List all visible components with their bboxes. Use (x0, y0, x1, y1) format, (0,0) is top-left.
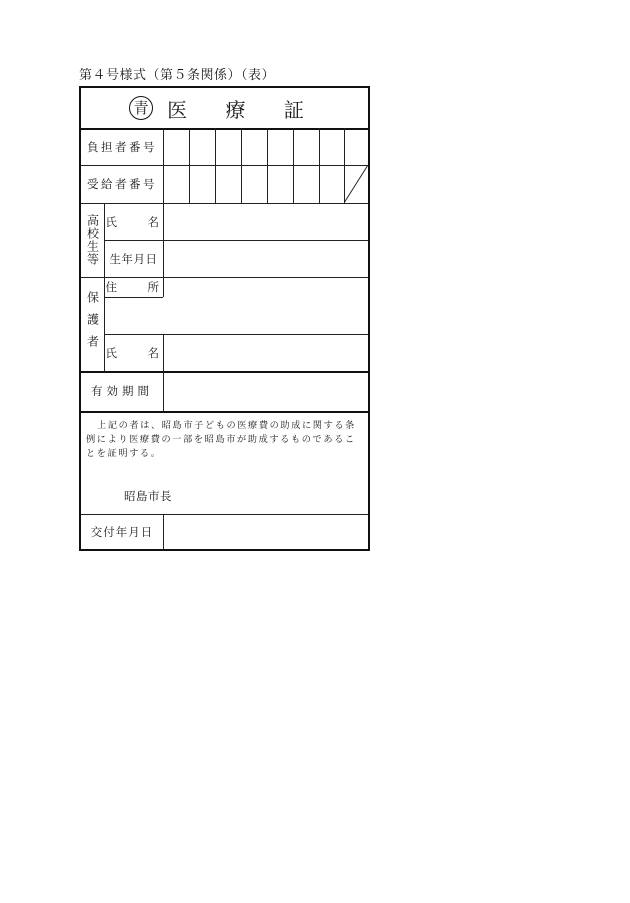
certificate-title-text: 医 療 証 (167, 97, 320, 122)
validity-period-label: 有効期間 (91, 384, 153, 398)
guardian-group-label (81, 277, 104, 371)
divider (104, 297, 163, 298)
digit-cell-divider (267, 165, 268, 203)
divider (163, 277, 164, 297)
digit-cell-divider (189, 165, 190, 203)
student-group-label-text: 高校生等 (85, 214, 100, 266)
divider (163, 334, 164, 371)
digit-cell-divider (267, 128, 268, 165)
digit-cell-divider (344, 128, 345, 165)
digit-cell-divider (241, 128, 242, 165)
divider (163, 203, 164, 277)
digit-cell-divider (215, 165, 216, 203)
digit-cell-divider (319, 128, 320, 165)
divider (163, 514, 164, 549)
certification-notice: 上記の者は、昭島市子どもの医療費の助成に関する条例により医療費の一部を昭島市が助成するものであることを証明する。 (86, 420, 356, 459)
digit-cell-divider (189, 128, 190, 165)
certificate-title (81, 88, 368, 128)
guardian-name-label: 氏 名 (105, 345, 162, 360)
digit-cell-divider (241, 165, 242, 203)
payer-number-label: 負担者番号 (87, 139, 157, 154)
divider (81, 411, 368, 413)
guardian-group-label-text: 保護者 (85, 291, 100, 357)
guardian-address-label: 住 所 (105, 280, 162, 294)
digit-cell-divider (293, 165, 294, 203)
student-group-label (81, 203, 104, 277)
divider (163, 371, 164, 411)
digit-cell-divider (319, 165, 320, 203)
medical-certificate-card (79, 86, 370, 551)
issue-date-label: 交付年月日 (90, 524, 154, 539)
diagonal-slash (344, 165, 368, 203)
student-name-label: 氏 名 (105, 214, 162, 229)
digit-cell-divider (215, 128, 216, 165)
student-birthdate-label: 生年月日 (109, 251, 158, 266)
form-caption: 第４号様式（第５条関係）（表） (79, 68, 276, 83)
digit-cell-divider (293, 128, 294, 165)
recipient-number-label: 受給者番号 (87, 177, 157, 191)
divider (163, 128, 164, 165)
mayor-signature: 昭島市長 (124, 489, 172, 503)
ao-circle-icon: 青 (129, 96, 153, 120)
divider (163, 165, 164, 203)
